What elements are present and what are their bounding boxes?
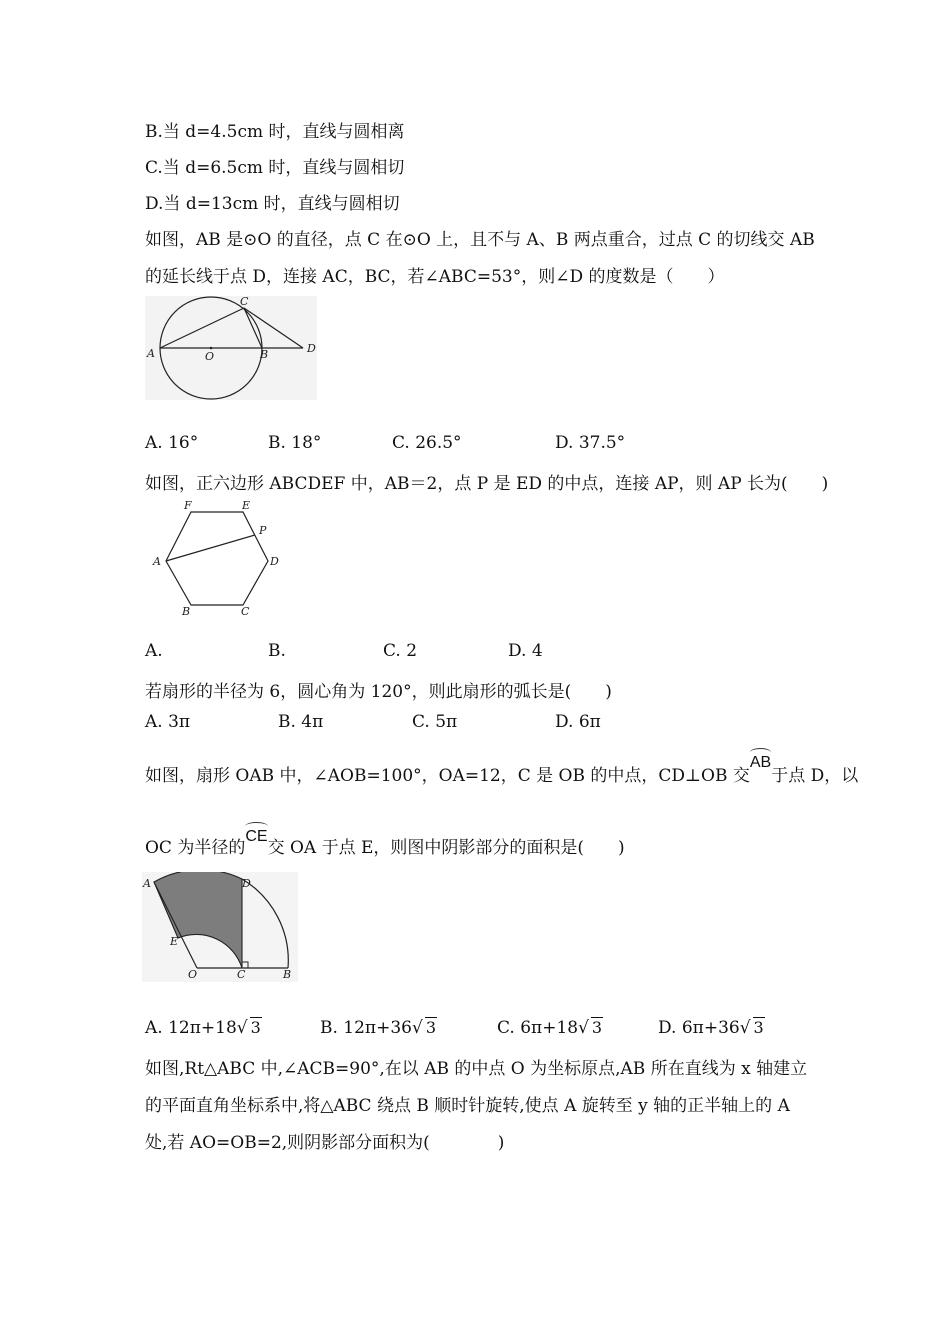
sqrt-icon: √ [578,1018,589,1038]
q4-label-e: E [170,935,179,948]
sqrt-icon: √ [236,1018,248,1038]
q3-option-c: C. 5π [412,712,458,732]
q2-label-f: F [184,499,192,512]
prev-option-b: B.当 d=4.5cm 时，直线与圆相离 [145,122,405,142]
q2-option-a: A. [145,641,163,661]
q4-label-o: O [188,968,198,981]
q4-stem-line2-post: 交 OA 于点 E，则图中阴影部分的面积是( ) [267,838,625,858]
q1-label-c: C [240,296,249,308]
q2-hexagon-figure [148,497,288,621]
q4-option-b-radicand: 3 [425,1018,437,1037]
q5-stem-line3: 处,若 AO=OB=2,则阴影部分面积为( ) [145,1133,505,1153]
q2-option-b: B. [268,641,286,661]
q4-option-b-text: B. 12π+36 [320,1018,412,1038]
q4-arc-ce: CE [245,828,268,845]
q2-label-a: A [153,555,161,568]
q4-option-c [497,1017,603,1038]
q2-option-d: D. 4 [508,641,543,661]
q4-stem-line1-pre: 如图，扇形 OAB 中，∠AOB=100°，OA=12，C 是 OB 的中点，CD⊥OB 交 [145,766,750,786]
prev-option-d: D.当 d=13cm 时，直线与圆相切 [145,194,400,214]
q3-option-d: D. 6π [555,712,601,732]
sqrt-icon: √ [411,1018,423,1038]
q1-label-d: D [307,342,316,355]
q2-label-e: E [242,499,251,512]
q1-label-o: O [205,350,215,363]
q4-arc-ab: AB [749,754,772,771]
q4-stem-line1 [145,754,859,786]
q2-label-c: C [241,605,250,618]
q5-stem-line1: 如图,Rt△ABC 中,∠ACB=90°,在以 AB 的中点 O 为坐标原点,AB 所在直线为 x 轴建立 [145,1059,808,1079]
q1-label-b: B [260,348,269,361]
q4-option-c-radicand: 3 [591,1018,603,1037]
q4-option-c-text: C. 6π+18 [497,1018,579,1038]
q2-stem-line1: 如图，正六边形 ABCDEF 中，AB＝2，点 P 是 ED 的中点，连接 AP，则 AP 长为( ) [145,474,829,494]
q2-label-d: D [270,555,279,568]
prev-option-c: C.当 d=6.5cm 时，直线与圆相切 [145,158,405,178]
q4-option-d [658,1017,765,1038]
q4-sector-figure [142,872,298,982]
q3-option-a: A. 3π [145,712,191,732]
q1-stem-line1: 如图，AB 是⊙O 的直径，点 C 在⊙O 上，且不与 A、B 两点重合，过点 C 的切线交 AB [145,230,815,250]
q4-option-a-radicand: 3 [250,1018,261,1037]
q4-option-a-text: A. 12π+18 [145,1018,237,1038]
q4-option-b [320,1017,437,1038]
q4-stem-line1-post: 于点 D，以 [771,766,859,786]
q1-stem-line2: 的延长线于点 D，连接 AC，BC，若∠ABC=53°，则∠D 的度数是（ ） [145,267,725,287]
sqrt-icon: √ [739,1018,751,1038]
q1-option-c: C. 26.5° [392,433,462,453]
q4-stem-line2 [145,828,625,858]
q2-label-p: P [259,524,267,537]
q1-option-b: B. 18° [268,433,322,453]
q4-option-d-text: D. 6π+36 [658,1018,740,1038]
q3-option-b: B. 4π [278,712,324,732]
q4-label-c: C [237,968,246,981]
q1-option-a: A. 16° [145,433,199,453]
q3-stem-line1: 若扇形的半径为 6，圆心角为 120°，则此扇形的弧长是( ) [145,682,612,702]
q4-option-a [145,1017,262,1038]
q1-option-d: D. 37.5° [555,433,626,453]
q4-stem-line2-pre: OC 为半径的 [145,838,246,858]
q1-label-a: A [147,347,155,360]
q5-stem-line2: 的平面直角坐标系中,将△ABC 绕点 B 顺时针旋转,使点 A 旋转至 y 轴的正半轴上的 A [145,1096,790,1116]
q2-option-c: C. 2 [383,641,418,661]
q2-label-b: B [182,605,191,618]
q4-label-a: A [143,877,151,890]
q4-label-d: D [242,877,251,890]
q1-circle-figure [140,296,320,400]
q4-option-d-radicand: 3 [753,1018,764,1037]
q4-label-b: B [283,968,292,981]
